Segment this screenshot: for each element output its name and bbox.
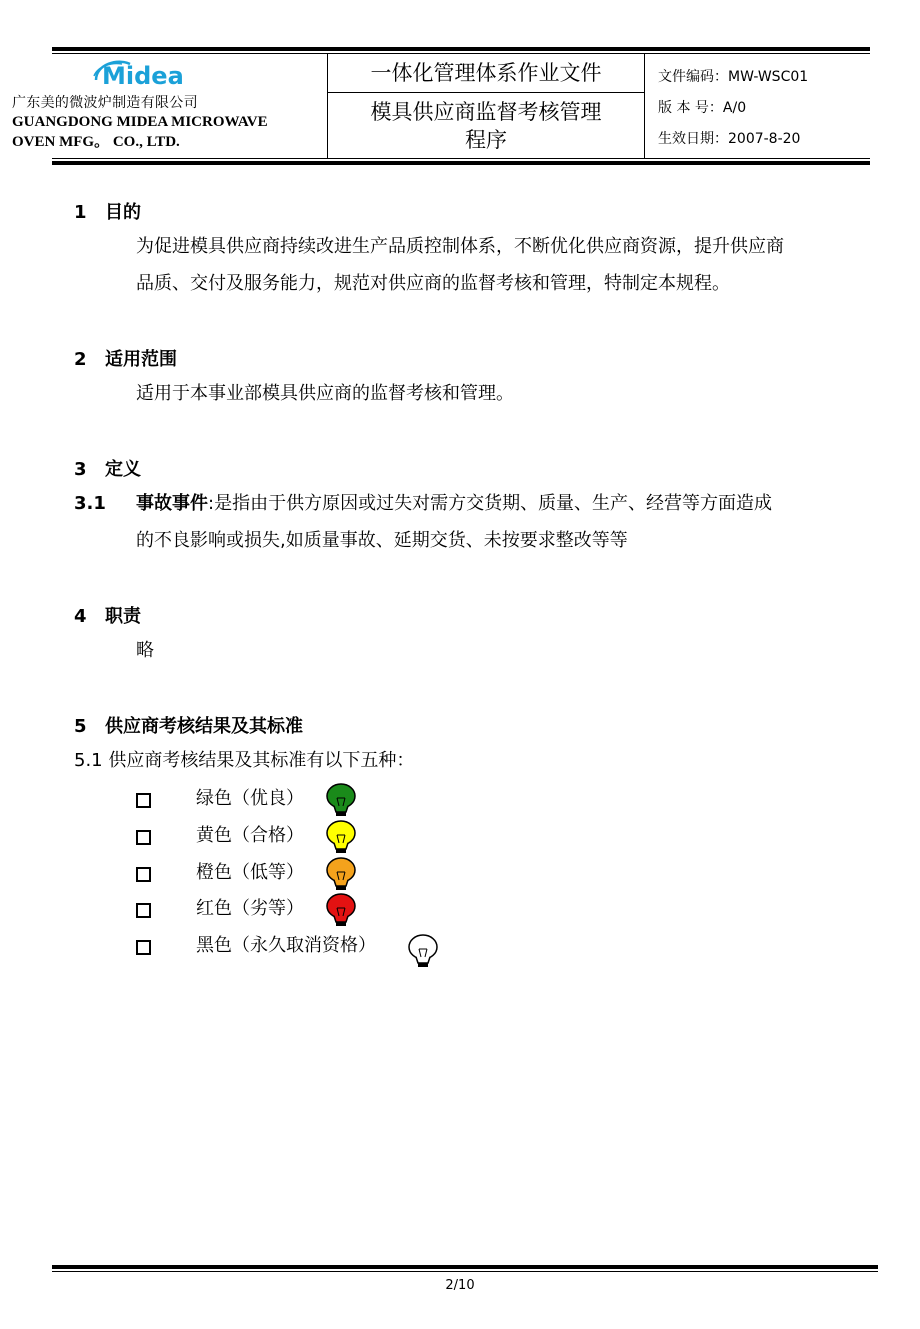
- rating-label: 橙色（低等）: [196, 862, 304, 883]
- term-definition: :是指由于供方原因或过失对需方交货期、质量、生产、经营等方面造成: [208, 493, 773, 514]
- document-title: [328, 94, 644, 158]
- header-top-rule-thick: [52, 47, 870, 51]
- section-number: 4: [74, 606, 87, 627]
- company-name-cn: 广东美的微波炉制造有限公司: [12, 95, 198, 111]
- orange-bulb-icon: [324, 856, 358, 892]
- section-number: 5: [74, 716, 87, 737]
- company-name-en-line2: OVEN MFG。 CO., LTD.: [12, 134, 180, 150]
- document-header: [12, 54, 870, 158]
- section-1-line1: 为促进模具供应商持续改进生产品质控制体系，不断优化供应商资源，提升供应商: [136, 236, 784, 257]
- doc-code: 文件编码：MW-WSC01: [658, 69, 809, 85]
- section-title: 适用范围: [105, 349, 177, 370]
- section-3-1-line2: 的不良影响或损失,如质量事故、延期交货、未按要求整改等等: [136, 530, 628, 551]
- section-2-line1: 适用于本事业部模具供应商的监督考核和管理。: [136, 383, 514, 404]
- checkbox-icon: [136, 903, 151, 918]
- rating-label: 黑色（永久取消资格）: [196, 935, 376, 956]
- section-5-heading: [74, 712, 303, 738]
- red-bulb-icon: [324, 892, 358, 928]
- subsection-number: 3.1: [74, 493, 106, 514]
- checkbox-icon: [136, 830, 151, 845]
- section-title: 供应商考核结果及其标准: [105, 716, 303, 737]
- effective-date: 生效日期：2007-8-20: [658, 131, 801, 147]
- doc-version: 版 本 号：A/0: [658, 100, 747, 116]
- header-divider-right: [644, 54, 645, 158]
- footer-rule-thick: [52, 1265, 878, 1269]
- section-title: 目的: [105, 202, 141, 223]
- section-number: 2: [74, 349, 87, 370]
- rating-label: 黄色（合格）: [196, 825, 304, 846]
- checkbox-icon: [136, 793, 151, 808]
- section-number: 1: [74, 202, 87, 223]
- section-1-line2: 品质、交付及服务能力，规范对供应商的监督考核和管理，特制定本规程。: [136, 273, 730, 294]
- checkbox-icon: [136, 940, 151, 955]
- document-title-line2: 程序: [465, 128, 507, 152]
- header-bottom-rule-thin: [52, 158, 870, 159]
- rating-label: 绿色（优良）: [196, 788, 304, 809]
- section-3-heading: [74, 455, 141, 481]
- checkbox-icon: [136, 867, 151, 882]
- term-name: 事故事件: [136, 493, 208, 514]
- section-4-heading: [74, 602, 141, 628]
- section-title: 定义: [105, 459, 141, 480]
- section-4-line1: 略: [136, 640, 154, 661]
- document-title-line1: 模具供应商监督考核管理: [370, 100, 602, 124]
- brand-wordmark: Midea: [102, 62, 184, 90]
- page-number: 2/10: [445, 1278, 475, 1293]
- green-bulb-icon: [324, 782, 358, 818]
- section-2-heading: [74, 345, 177, 371]
- section-1-heading: [74, 198, 141, 224]
- section-3-1-line1: [74, 485, 772, 522]
- outline-bulb-icon: [406, 933, 440, 969]
- yellow-bulb-icon: [324, 819, 358, 855]
- system-title: 一体化管理体系作业文件: [328, 54, 644, 93]
- header-bottom-rule-thick: [52, 161, 870, 165]
- company-name-en-line1: GUANGDONG MIDEA MICROWAVE: [12, 114, 268, 130]
- rating-label: 红色（劣等）: [196, 898, 304, 919]
- section-number: 3: [74, 459, 87, 480]
- footer-rule-thin: [52, 1271, 878, 1272]
- section-title: 职责: [105, 606, 141, 627]
- company-logo-block: [12, 54, 328, 158]
- section-5-1-line: 5.1 供应商考核结果及其标准有以下五种：: [74, 750, 415, 771]
- company-name-en: [12, 112, 312, 152]
- midea-logo: [92, 56, 184, 90]
